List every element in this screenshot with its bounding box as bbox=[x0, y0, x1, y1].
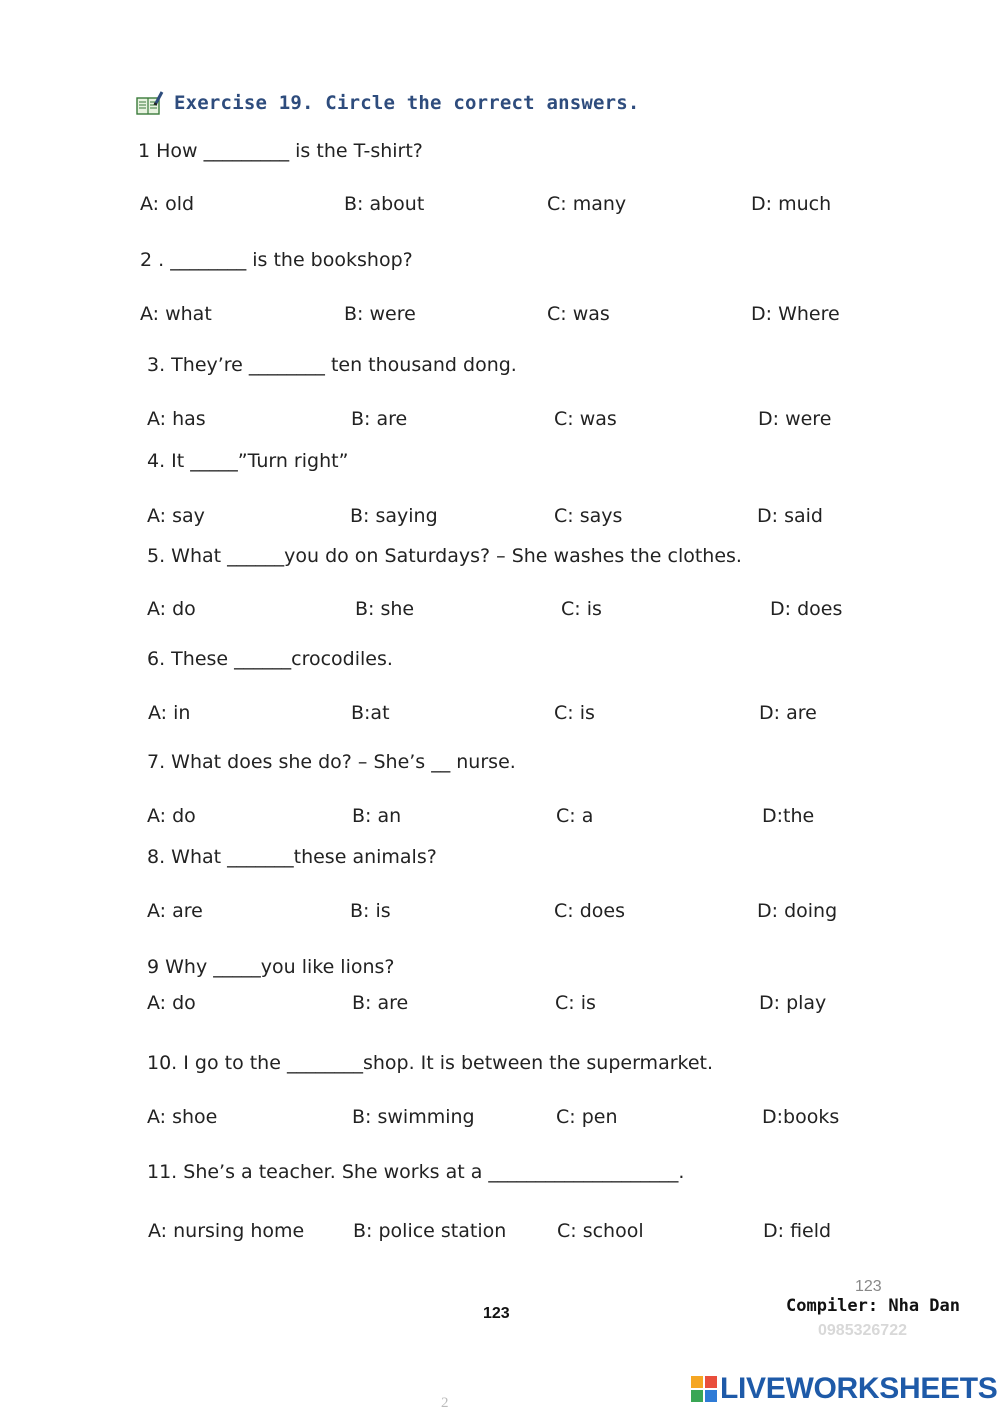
question-7: 7. What does she do? – She’s __ nurse. bbox=[147, 751, 516, 773]
liveworksheets-brand: LIVEWORKSHEETS bbox=[720, 1372, 998, 1405]
question-1-option-d[interactable]: D: much bbox=[751, 193, 832, 215]
question-1-option-c[interactable]: C: many bbox=[547, 193, 627, 215]
liveworksheets-mark-icon bbox=[690, 1375, 718, 1403]
question-6-option-c[interactable]: C: is bbox=[554, 702, 595, 724]
question-4-option-c[interactable]: C: says bbox=[554, 505, 623, 527]
question-1: 1 How _________ is the T-shirt? bbox=[138, 140, 423, 162]
question-6-option-b[interactable]: B:at bbox=[351, 702, 390, 724]
question-3: 3. They’re ________ ten thousand dong. bbox=[147, 354, 517, 376]
question-6-option-d[interactable]: D: are bbox=[759, 702, 817, 724]
question-2-option-b[interactable]: B: were bbox=[344, 303, 416, 325]
question-4: 4. It _____”Turn right” bbox=[147, 450, 349, 472]
question-11-option-d[interactable]: D: field bbox=[763, 1220, 832, 1242]
question-2-option-a[interactable]: A: what bbox=[140, 303, 212, 325]
exercise-title: Exercise 19. Circle the correct answers. bbox=[174, 92, 640, 114]
question-5-option-d[interactable]: D: does bbox=[770, 598, 843, 620]
question-9-option-b[interactable]: B: are bbox=[352, 992, 409, 1014]
question-9-option-c[interactable]: C: is bbox=[555, 992, 596, 1014]
phone-number: 0985326722 bbox=[818, 1322, 907, 1339]
question-5-option-c[interactable]: C: is bbox=[561, 598, 602, 620]
question-5-option-b[interactable]: B: she bbox=[355, 598, 415, 620]
question-10-option-c[interactable]: C: pen bbox=[556, 1106, 618, 1128]
question-8-option-a[interactable]: A: are bbox=[147, 900, 203, 922]
question-8: 8. What _______these animals? bbox=[147, 846, 437, 868]
liveworksheets-logo[interactable] bbox=[690, 1372, 998, 1406]
question-1-option-b[interactable]: B: about bbox=[344, 193, 425, 215]
question-2: 2 . ________ is the bookshop? bbox=[140, 249, 413, 271]
question-10-option-d[interactable]: D:books bbox=[762, 1106, 840, 1128]
exercise-header bbox=[136, 90, 640, 116]
question-9: 9 Why _____you like lions? bbox=[147, 956, 395, 978]
question-6-option-a[interactable]: A: in bbox=[148, 702, 191, 724]
question-2-option-c[interactable]: C: was bbox=[547, 303, 610, 325]
question-5: 5. What ______you do on Saturdays? – She washes the clothes. bbox=[147, 545, 742, 567]
question-6: 6. These ______crocodiles. bbox=[147, 648, 393, 670]
question-4-option-a[interactable]: A: say bbox=[147, 505, 205, 527]
question-5-option-a[interactable]: A: do bbox=[147, 598, 196, 620]
question-1-option-a[interactable]: A: old bbox=[140, 193, 195, 215]
page-number: 123 bbox=[483, 1305, 510, 1322]
question-4-option-d[interactable]: D: said bbox=[757, 505, 823, 527]
question-8-option-d[interactable]: D: doing bbox=[757, 900, 838, 922]
question-3-option-b[interactable]: B: are bbox=[351, 408, 408, 430]
question-8-option-c[interactable]: C: does bbox=[554, 900, 625, 922]
book-pencil-icon bbox=[136, 90, 164, 116]
compiler-credit: Compiler: Nha Dan bbox=[786, 1296, 960, 1316]
question-9-option-a[interactable]: A: do bbox=[147, 992, 196, 1014]
question-7-option-a[interactable]: A: do bbox=[147, 805, 196, 827]
question-9-option-d[interactable]: D: play bbox=[759, 992, 827, 1014]
question-2-option-d[interactable]: D: Where bbox=[751, 303, 840, 325]
question-11-option-a[interactable]: A: nursing home bbox=[148, 1220, 305, 1242]
question-7-option-d[interactable]: D:the bbox=[762, 805, 815, 827]
question-7-option-b[interactable]: B: an bbox=[352, 805, 402, 827]
question-11-option-b[interactable]: B: police station bbox=[353, 1220, 507, 1242]
question-8-option-b[interactable]: B: is bbox=[350, 900, 391, 922]
question-10-option-a[interactable]: A: shoe bbox=[147, 1106, 218, 1128]
sheet-page-number: 2 bbox=[441, 1395, 449, 1411]
question-3-option-c[interactable]: C: was bbox=[554, 408, 617, 430]
question-10-option-b[interactable]: B: swimming bbox=[352, 1106, 475, 1128]
page-number-right: 123 bbox=[855, 1278, 882, 1295]
question-3-option-a[interactable]: A: has bbox=[147, 408, 206, 430]
question-4-option-b[interactable]: B: saying bbox=[350, 505, 438, 527]
question-10: 10. I go to the ________shop. It is between the supermarket. bbox=[147, 1052, 714, 1074]
question-3-option-d[interactable]: D: were bbox=[758, 408, 832, 430]
question-7-option-c[interactable]: C: a bbox=[556, 805, 594, 827]
question-11-option-c[interactable]: C: school bbox=[557, 1220, 644, 1242]
question-11: 11. She’s a teacher. She works at a ____________________. bbox=[147, 1161, 685, 1183]
